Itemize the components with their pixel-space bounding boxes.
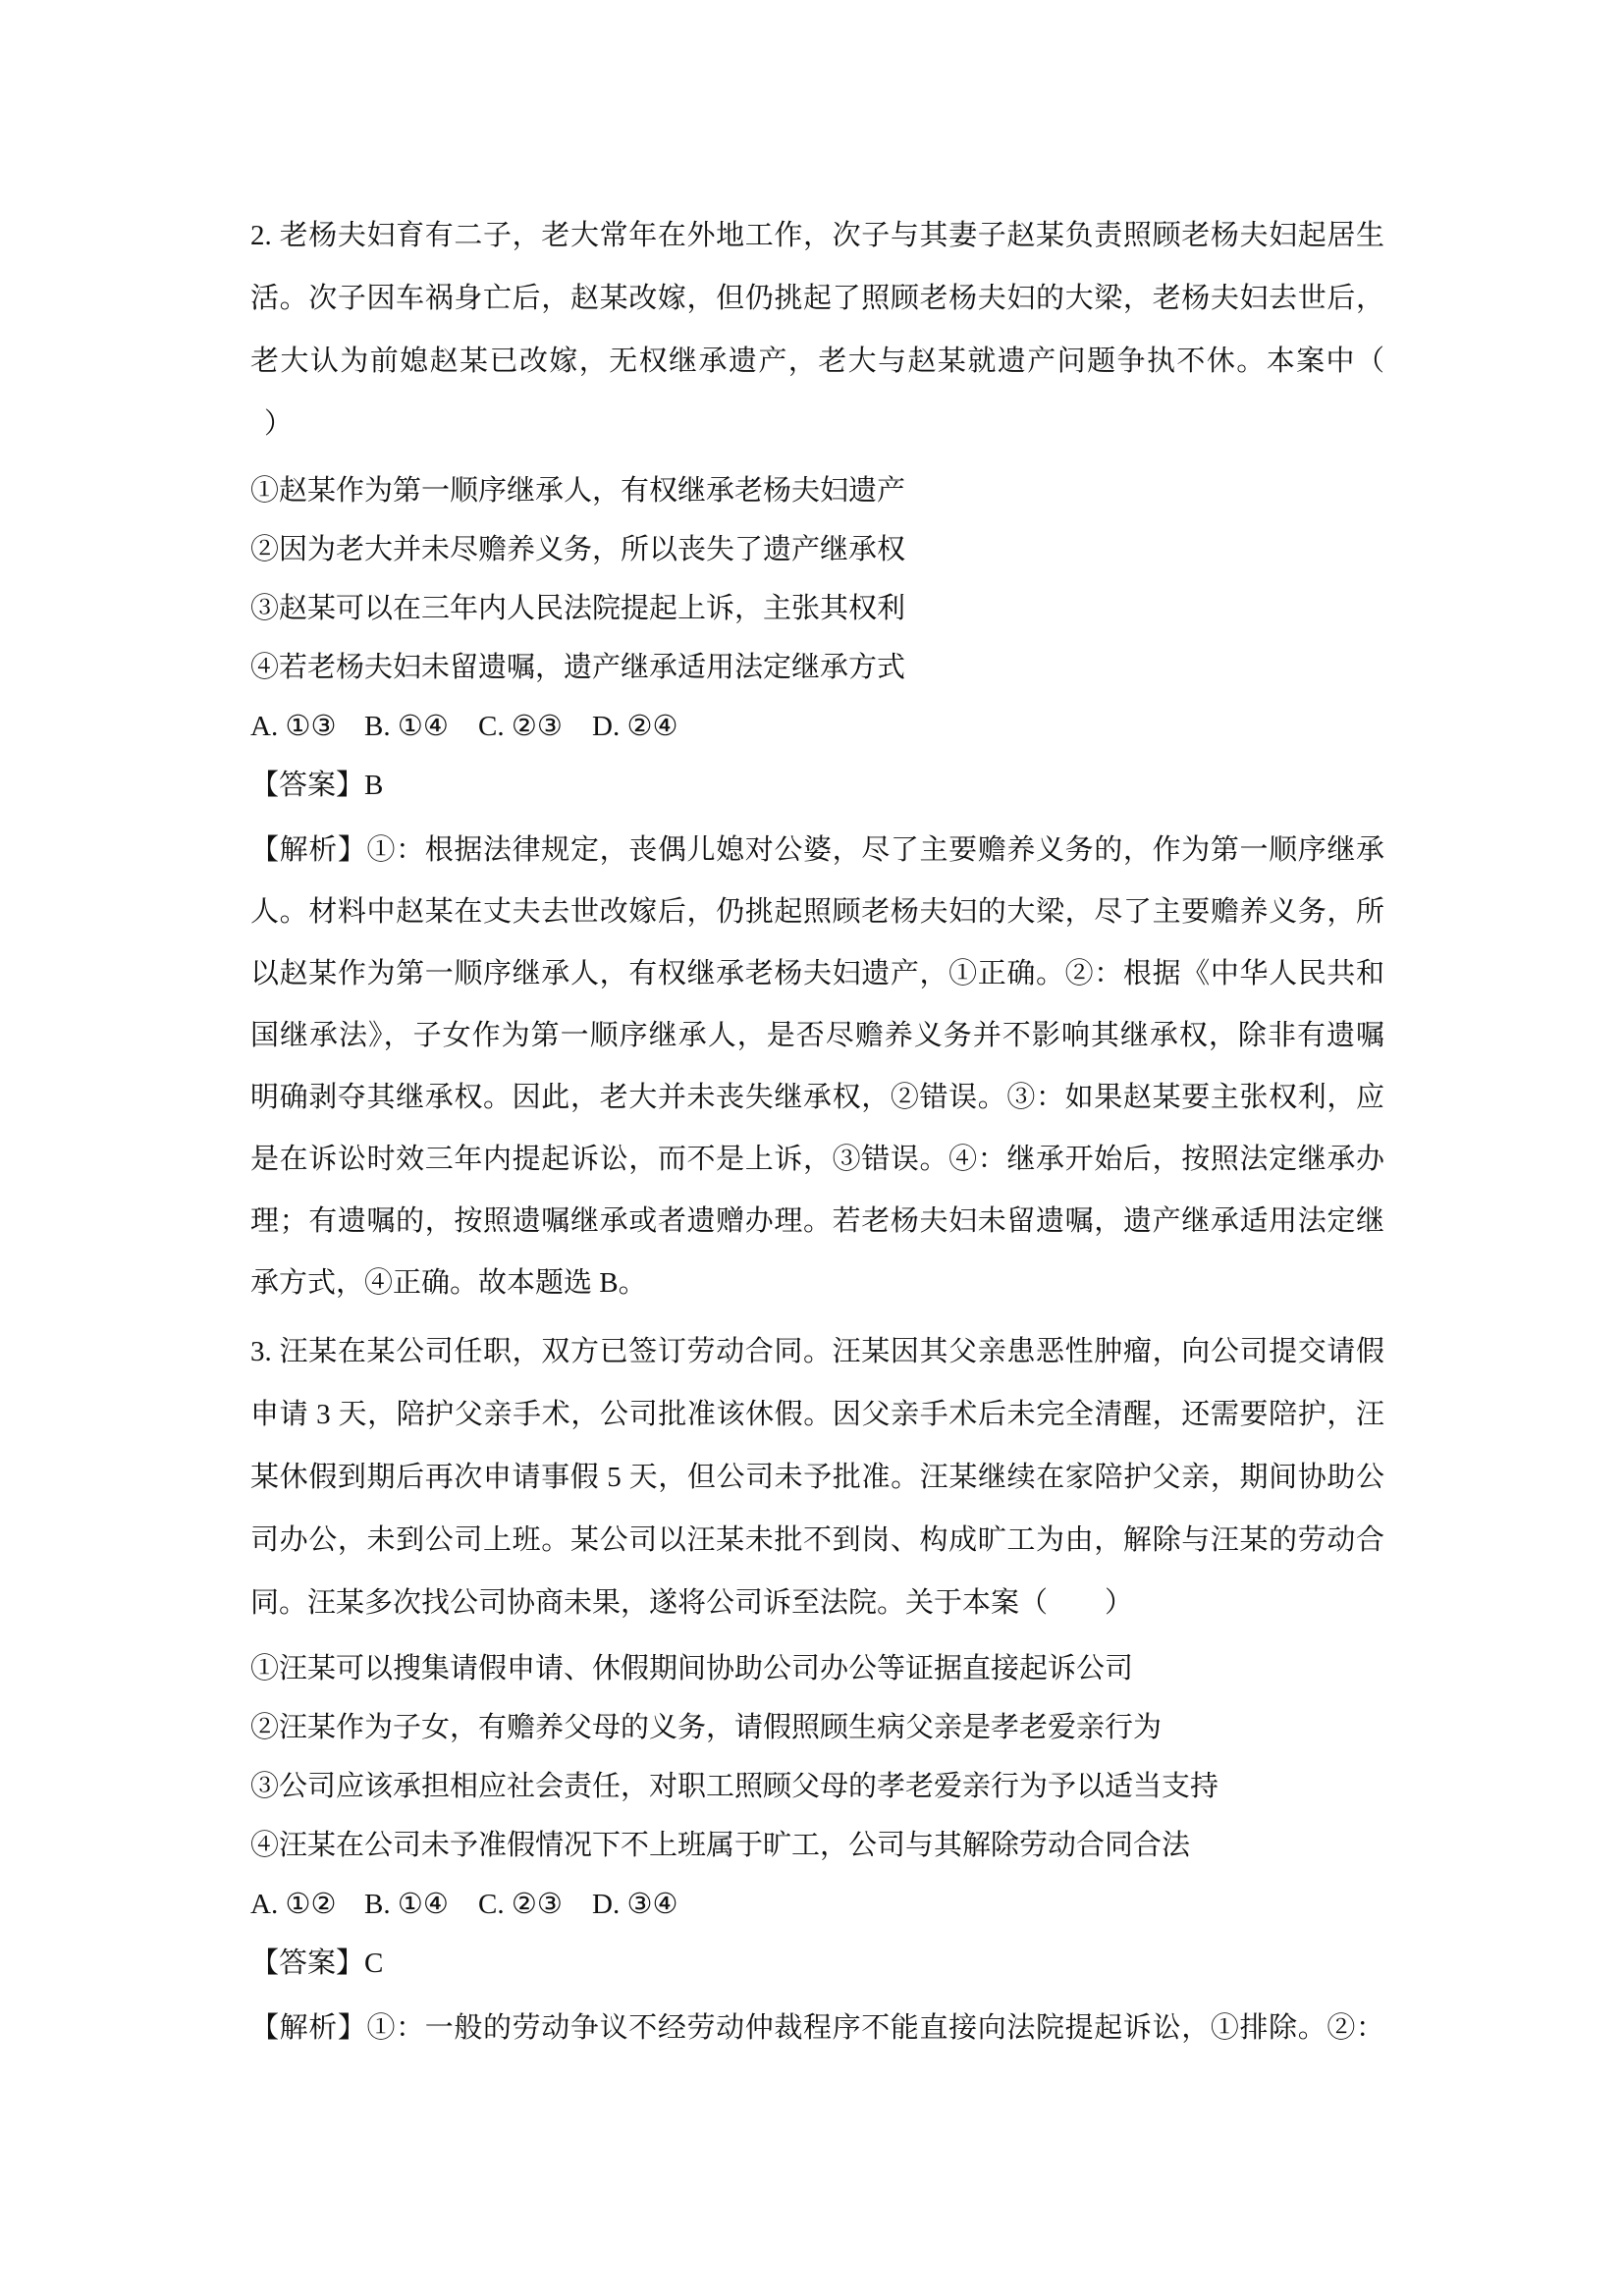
question-options	[250, 1639, 1384, 1993]
answer-line	[250, 1934, 1384, 1993]
answer-label: 【答案】	[250, 1948, 365, 1979]
analysis-line: 【解析】①：一般的劳动争议不经劳动仲裁程序不能直接向法院提起诉讼，①排除。②：	[250, 2012, 1384, 2044]
analysis-line: 人。材料中赵某在丈夫去世改嫁后，仍挑起照顾老杨夫妇的大梁，尽了主要赡养义务，所	[250, 896, 1384, 928]
analysis	[250, 820, 1384, 1314]
question-statement: ①汪某可以搜集请假申请、休假期间协助公司办公等证据直接起诉公司	[250, 1653, 1134, 1684]
question-statement: ②因为老大并未尽赡养义务，所以丧失了遗产继承权	[250, 534, 906, 565]
question-statement: ②汪某作为子女，有赡养父母的义务，请假照顾生病父亲是孝老爱亲行为	[250, 1712, 1163, 1743]
question-stem-line: 2. 老杨夫妇育有二子，老大常年在外地工作，次子与其妻子赵某负责照顾老杨夫妇起居生	[250, 220, 1384, 251]
question-stem-line: 同。汪某多次找公司协商未果，遂将公司诉至法院。关于本案（ ）	[250, 1587, 1134, 1619]
question-stem-line: 3. 汪某在某公司任职，双方已签订劳动合同。汪某因其父亲患恶性肿瘤，向公司提交请假	[250, 1336, 1384, 1367]
analysis-line: 是在诉讼时效三年内提起诉讼，而不是上诉，③错误。④：继承开始后，按照法定继承办	[250, 1144, 1384, 1175]
analysis-line: 明确剥夺其继承权。因此，老大并未丧失继承权，②错误。③：如果赵某要主张权利，应	[250, 1082, 1384, 1113]
answer-value: C	[364, 1948, 384, 1979]
answer-label: 【答案】	[250, 770, 365, 801]
analysis	[250, 1998, 1384, 2059]
answer-choices	[250, 697, 1384, 756]
question-statement: ①赵某作为第一顺序继承人，有权继承老杨夫妇遗产	[250, 475, 906, 507]
question-stem-line: ）	[264, 408, 294, 440]
question-options	[250, 461, 1384, 815]
question-stem-line: 活。次子因车祸身亡后，赵某改嫁，但仍挑起了照顾老杨夫妇的大梁，老杨夫妇去世后，	[250, 283, 1384, 314]
choice-d: D. ②④	[592, 711, 678, 742]
question-statement: ③公司应该承担相应社会责任，对职工照顾父母的孝老爱亲行为予以适当支持	[250, 1771, 1219, 1802]
choice-a: A. ①③	[250, 711, 337, 742]
question-stem	[250, 204, 1384, 455]
analysis-line: 理；有遗嘱的，按照遗嘱继承或者遗赠办理。若老杨夫妇未留遗嘱，遗产继承适用法定继	[250, 1205, 1384, 1237]
question-stem-line: 司办公，未到公司上班。某公司以汪某未批不到岗、构成旷工为由，解除与汪某的劳动合	[250, 1524, 1384, 1556]
document-content	[250, 204, 1384, 2059]
question-3	[250, 1320, 1384, 2059]
choice-d: D. ③④	[592, 1889, 678, 1920]
question-statement: ③赵某可以在三年内人民法院提起上诉，主张其权利	[250, 593, 906, 624]
choice-b: B. ①④	[364, 1889, 449, 1920]
choice-c: C. ②③	[478, 1889, 563, 1920]
analysis-line: 以赵某作为第一顺序继承人，有权继承老杨夫妇遗产，①正确。②：根据《中华人民共和	[250, 958, 1384, 989]
analysis-line: 【解析】①：根据法律规定，丧偶儿媳对公婆，尽了主要赡养义务的，作为第一顺序继承	[250, 834, 1384, 866]
question-stem-line: 老大认为前媳赵某已改嫁，无权继承遗产，老大与赵某就遗产问题争执不休。本案中（	[250, 346, 1384, 377]
question-statement: ④汪某在公司未予准假情况下不上班属于旷工，公司与其解除劳动合同合法	[250, 1830, 1191, 1861]
choice-b: B. ①④	[364, 711, 449, 742]
choice-c: C. ②③	[478, 711, 563, 742]
question-2	[250, 204, 1384, 1314]
question-stem-line: 申请 3 天，陪护父亲手术，公司批准该休假。因父亲手术后未完全清醒，还需要陪护，汪	[250, 1399, 1384, 1430]
choice-a: A. ①②	[250, 1889, 337, 1920]
answer-line	[250, 756, 1384, 815]
answer-choices	[250, 1875, 1384, 1934]
answer-value: B	[364, 770, 384, 801]
question-statement: ④若老杨夫妇未留遗嘱，遗产继承适用法定继承方式	[250, 652, 906, 683]
analysis-line: 国继承法》，子女作为第一顺序继承人，是否尽赡养义务并不影响其继承权，除非有遗嘱	[250, 1020, 1384, 1051]
analysis-line: 承方式，④正确。故本题选 B。	[250, 1267, 647, 1299]
question-stem-line: 某休假到期后再次申请事假 5 天，但公司未予批准。汪某继续在家陪护父亲，期间协助公	[250, 1462, 1384, 1493]
question-stem	[250, 1320, 1384, 1634]
